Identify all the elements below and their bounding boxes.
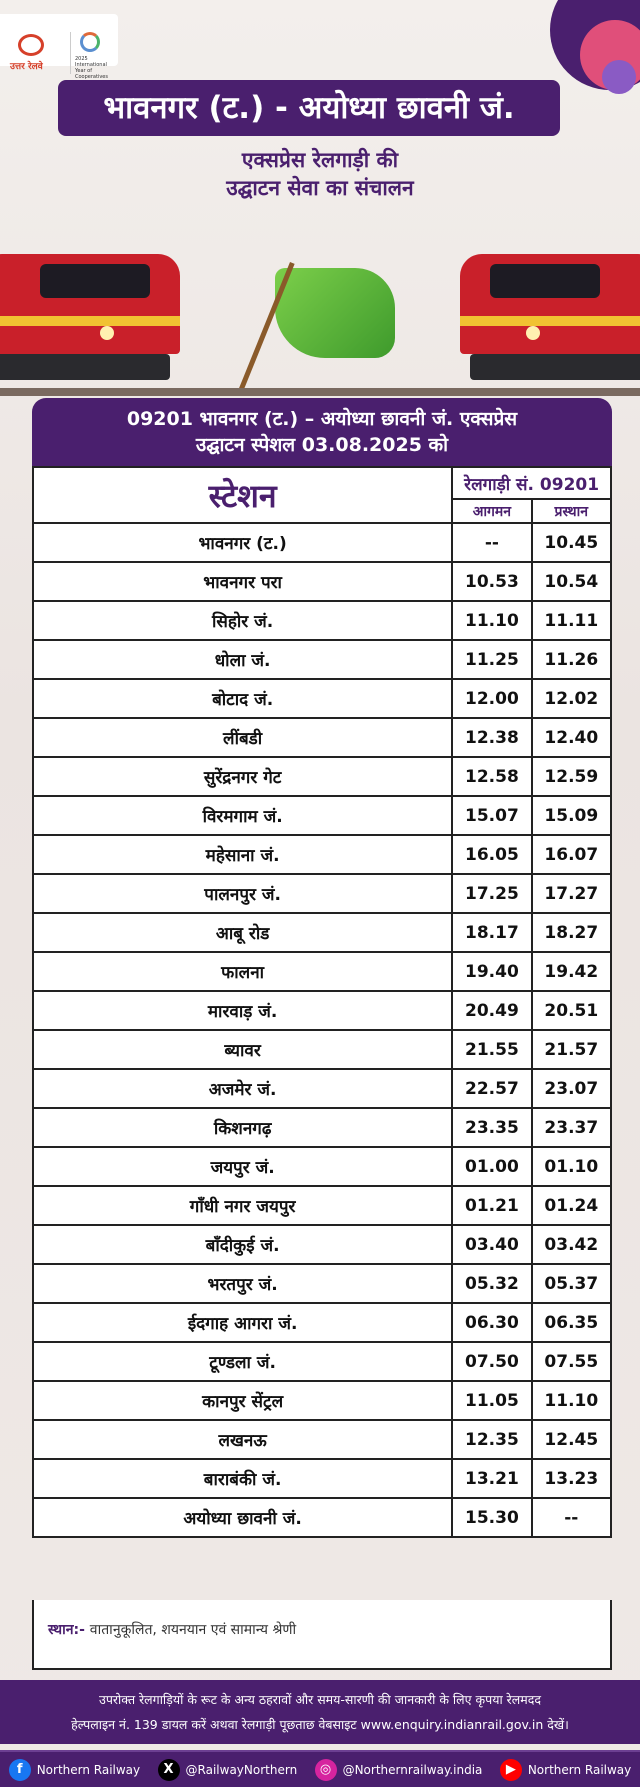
departure-cell: 11.26 xyxy=(532,640,611,679)
station-cell: सिहोर जं. xyxy=(33,601,452,640)
iyc-logo-text xyxy=(75,56,117,80)
table-row xyxy=(33,1069,611,1108)
table-row xyxy=(33,523,611,562)
departure-cell: 12.59 xyxy=(532,757,611,796)
arrival-cell: 15.07 xyxy=(452,796,531,835)
departure-cell: 05.37 xyxy=(532,1264,611,1303)
timetable xyxy=(32,466,612,1538)
table-row xyxy=(33,601,611,640)
subtitle-line-1: एक्सप्रेस रेलगाड़ी की xyxy=(241,148,399,172)
station-cell: बाँदीकुई जं. xyxy=(33,1225,452,1264)
note-box xyxy=(32,1600,612,1670)
info-line-2: हेल्पलाइन नं. 139 डायल करें अथवा रेलगाड़ी पूछताछ वेबसाइट www.enquiry.indianrail.gov.in देखें। xyxy=(71,1717,569,1732)
departure-cell: 18.27 xyxy=(532,913,611,952)
departure-cell: 15.09 xyxy=(532,796,611,835)
departure-cell: 01.24 xyxy=(532,1186,611,1225)
station-cell: जयपुर जं. xyxy=(33,1147,452,1186)
arrival-cell: 10.53 xyxy=(452,562,531,601)
arrival-cell: 12.00 xyxy=(452,679,531,718)
iyc-year: 2025 xyxy=(75,56,88,62)
train-header-line-2: उद्घाटन स्पेशल 03.08.2025 को xyxy=(195,434,449,456)
departure-cell: 10.45 xyxy=(532,523,611,562)
youtube-icon: ▶ xyxy=(500,1759,522,1781)
station-cell: ब्यावर xyxy=(33,1030,452,1069)
table-row xyxy=(33,1225,611,1264)
station-cell: टूण्डला जं. xyxy=(33,1342,452,1381)
station-cell: पालनपुर जं. xyxy=(33,874,452,913)
arrival-cell: 12.38 xyxy=(452,718,531,757)
info-line-1: उपरोक्त रेलगाड़ियों के रूट के अन्य ठहरावों और समय-सारणी की जानकारी के लिए कृपया रेलमदद xyxy=(98,1692,542,1707)
arrival-cell: -- xyxy=(452,523,531,562)
arrival-column-header: आगमन xyxy=(452,499,531,523)
note-value: वातानुकूलित, शयनयान एवं सामान्य श्रेणी xyxy=(89,1622,297,1638)
table-row xyxy=(33,1459,611,1498)
page-title: भावनगर (ट.) - अयोध्या छावनी जं. xyxy=(58,80,560,136)
table-row xyxy=(33,1030,611,1069)
social-link[interactable] xyxy=(500,1759,631,1781)
arrival-cell: 18.17 xyxy=(452,913,531,952)
table-row xyxy=(33,679,611,718)
table-row xyxy=(33,874,611,913)
station-cell: आबू रोड xyxy=(33,913,452,952)
station-cell: भरतपुर जं. xyxy=(33,1264,452,1303)
arrival-cell: 22.57 xyxy=(452,1069,531,1108)
table-row xyxy=(33,1147,611,1186)
arrival-cell: 15.30 xyxy=(452,1498,531,1537)
arrival-cell: 19.40 xyxy=(452,952,531,991)
logo-strip xyxy=(0,14,118,80)
station-cell: अयोध्या छावनी जं. xyxy=(33,1498,452,1537)
departure-cell: 23.37 xyxy=(532,1108,611,1147)
station-column-header: स्टेशन xyxy=(33,467,452,523)
table-row xyxy=(33,1264,611,1303)
station-cell: बाराबंकी जं. xyxy=(33,1459,452,1498)
info-bar xyxy=(0,1680,640,1744)
social-link[interactable] xyxy=(315,1759,483,1781)
arrival-cell: 07.50 xyxy=(452,1342,531,1381)
arrival-cell: 11.10 xyxy=(452,601,531,640)
social-link[interactable] xyxy=(9,1759,140,1781)
table-row xyxy=(33,1342,611,1381)
departure-cell: 19.42 xyxy=(532,952,611,991)
station-cell: ईदगाह आगरा जं. xyxy=(33,1303,452,1342)
arrival-cell: 17.25 xyxy=(452,874,531,913)
departure-cell: 21.57 xyxy=(532,1030,611,1069)
note-text xyxy=(48,1620,296,1639)
note-label: स्थान:- xyxy=(48,1622,85,1638)
logo-divider xyxy=(70,32,71,74)
departure-cell: 16.07 xyxy=(532,835,611,874)
departure-cell: 01.10 xyxy=(532,1147,611,1186)
arrival-cell: 05.32 xyxy=(452,1264,531,1303)
station-cell: किशनगढ़ xyxy=(33,1108,452,1147)
station-cell: सुरेंद्रनगर गेट xyxy=(33,757,452,796)
arrival-cell: 03.40 xyxy=(452,1225,531,1264)
train-header-line-1: 09201 भावनगर (ट.) – अयोध्या छावनी जं. एक्सप्रेस xyxy=(126,408,518,430)
table-row xyxy=(33,835,611,874)
station-cell: भावनगर परा xyxy=(33,562,452,601)
table-row xyxy=(33,718,611,757)
table-row xyxy=(33,1108,611,1147)
departure-cell: 17.27 xyxy=(532,874,611,913)
departure-cell: 12.02 xyxy=(532,679,611,718)
social-bar xyxy=(0,1750,640,1787)
social-label: Northern Railway xyxy=(36,1762,141,1777)
timetable-body xyxy=(33,523,611,1537)
railway-logo-text: उत्तर रेलवे xyxy=(10,62,43,72)
social-label: @Northernrailway.india xyxy=(342,1762,483,1777)
iyc-logo-icon xyxy=(80,32,100,52)
arrival-cell: 12.58 xyxy=(452,757,531,796)
green-flag-icon xyxy=(275,268,395,358)
departure-cell: 23.07 xyxy=(532,1069,611,1108)
x-icon: X xyxy=(158,1759,180,1781)
station-cell: धोला जं. xyxy=(33,640,452,679)
station-cell: कानपुर सेंट्रल xyxy=(33,1381,452,1420)
departure-cell: -- xyxy=(532,1498,611,1537)
social-label: Northern Railway xyxy=(527,1762,632,1777)
departure-cell: 11.11 xyxy=(532,601,611,640)
table-row xyxy=(33,991,611,1030)
subtitle xyxy=(0,146,640,202)
social-label: @RailwayNorthern xyxy=(185,1762,298,1777)
right-locomotive-illustration xyxy=(460,240,640,390)
station-cell: विरमगाम जं. xyxy=(33,796,452,835)
arrival-cell: 01.21 xyxy=(452,1186,531,1225)
left-locomotive-illustration xyxy=(0,240,180,390)
train-number-header: रेलगाड़ी सं. 09201 xyxy=(452,467,611,499)
departure-cell: 20.51 xyxy=(532,991,611,1030)
train-header xyxy=(32,398,612,466)
station-cell: गाँधी नगर जयपुर xyxy=(33,1186,452,1225)
station-cell: अजमेर जं. xyxy=(33,1069,452,1108)
arrival-cell: 11.25 xyxy=(452,640,531,679)
arrival-cell: 23.35 xyxy=(452,1108,531,1147)
station-cell: लींबडी xyxy=(33,718,452,757)
station-cell: फालना xyxy=(33,952,452,991)
arrival-cell: 01.00 xyxy=(452,1147,531,1186)
station-cell: भावनगर (ट.) xyxy=(33,523,452,562)
arrival-cell: 21.55 xyxy=(452,1030,531,1069)
departure-cell: 06.35 xyxy=(532,1303,611,1342)
arrival-cell: 12.35 xyxy=(452,1420,531,1459)
table-row xyxy=(33,1420,611,1459)
arrival-cell: 11.05 xyxy=(452,1381,531,1420)
table-row xyxy=(33,913,611,952)
iyc-caption: International Year of Cooperatives xyxy=(75,62,108,80)
table-row xyxy=(33,952,611,991)
arrival-cell: 13.21 xyxy=(452,1459,531,1498)
instagram-icon: ◎ xyxy=(315,1759,337,1781)
departure-cell: 12.45 xyxy=(532,1420,611,1459)
arrival-cell: 06.30 xyxy=(452,1303,531,1342)
subtitle-line-2: उद्घाटन सेवा का संचालन xyxy=(226,176,414,200)
table-row xyxy=(33,757,611,796)
station-cell: मारवाड़ जं. xyxy=(33,991,452,1030)
table-row xyxy=(33,1498,611,1537)
northern-railway-logo-icon xyxy=(18,34,44,56)
table-row xyxy=(33,562,611,601)
departure-cell: 07.55 xyxy=(532,1342,611,1381)
arrival-cell: 16.05 xyxy=(452,835,531,874)
table-row xyxy=(33,1303,611,1342)
station-cell: महेसाना जं. xyxy=(33,835,452,874)
table-row xyxy=(33,796,611,835)
departure-column-header: प्रस्थान xyxy=(532,499,611,523)
departure-cell: 13.23 xyxy=(532,1459,611,1498)
station-cell: बोटाद जं. xyxy=(33,679,452,718)
departure-cell: 12.40 xyxy=(532,718,611,757)
departure-cell: 10.54 xyxy=(532,562,611,601)
departure-cell: 03.42 xyxy=(532,1225,611,1264)
arrival-cell: 20.49 xyxy=(452,991,531,1030)
table-row xyxy=(33,1381,611,1420)
table-row xyxy=(33,640,611,679)
rail-track xyxy=(0,388,640,396)
facebook-icon: f xyxy=(9,1759,31,1781)
departure-cell: 11.10 xyxy=(532,1381,611,1420)
station-cell: लखनऊ xyxy=(33,1420,452,1459)
table-row xyxy=(33,1186,611,1225)
social-link[interactable] xyxy=(158,1759,298,1781)
